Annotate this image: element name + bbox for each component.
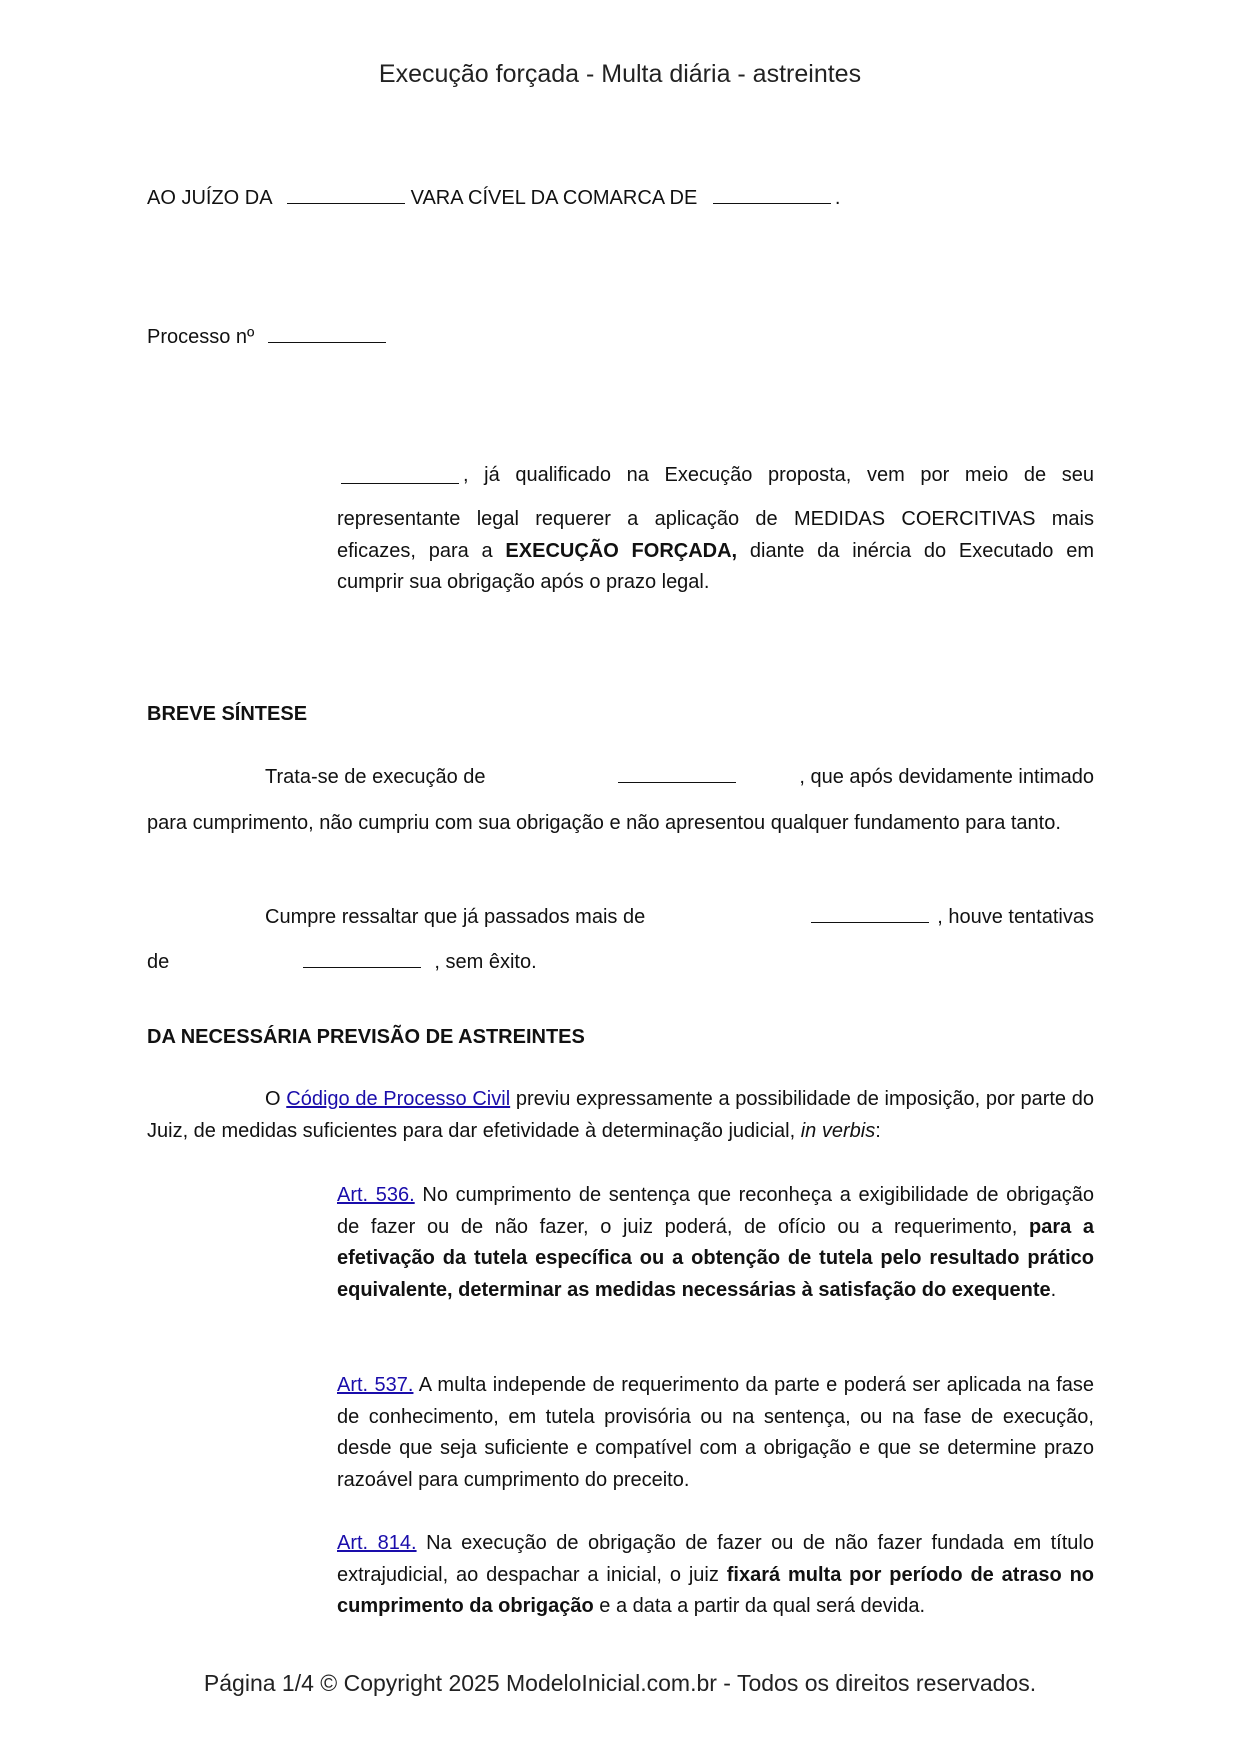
synthesis-p3-end: , sem êxito. <box>434 951 537 973</box>
synthesis-p3-line <box>147 950 537 974</box>
cpc-link[interactable]: Código de Processo Civil <box>286 1088 511 1110</box>
astreintes-colon: : <box>875 1119 881 1142</box>
process-label: Processo nº <box>147 326 255 348</box>
in-verbis-italic: in verbis <box>800 1119 876 1142</box>
article-537-link[interactable]: Art. 537. <box>337 1374 414 1396</box>
section-heading-synthesis: BREVE SÍNTESE <box>147 703 308 725</box>
synthesis-p2-start: Cumpre ressaltar que já passados mais de <box>265 906 646 928</box>
synthesis-p3-start: de <box>147 951 170 973</box>
article-536-text: No cumprimento de sentença que reconheça a exigibilidade de obrigação de fazer ou de não fazer, o juiz poderá, de ofício ou a requerimento, <box>337 1184 1094 1238</box>
intro-line-1 <box>337 463 1094 487</box>
intro-line3-start: eficazes, para a <box>337 539 493 562</box>
intro-line3-end: diante da inércia do Executado em <box>749 539 1094 562</box>
court-address-line <box>147 186 840 210</box>
time-elapsed-blank <box>811 906 929 923</box>
page-footer: Página 1/4 © Copyright 2025 ModeloInicial.com.br - Todos os direitos reservados. <box>203 1670 1037 1696</box>
address-prefix: AO JUÍZO DA <box>147 187 272 209</box>
article-814-after: e a data a partir da qual será devida. <box>599 1595 926 1617</box>
astreintes-text: previu expressamente a possibilidade de imposição, por parte do Juiz, de medidas suficientes para dar efetividade à determinação judicial, <box>147 1088 1094 1142</box>
astreintes-o: O <box>265 1088 281 1110</box>
article-814-link[interactable]: Art. 814. <box>337 1532 417 1554</box>
synthesis-p2-line <box>265 905 1094 929</box>
article-536-link[interactable]: Art. 536. <box>337 1184 415 1206</box>
process-number-blank <box>268 326 386 343</box>
party-name-blank <box>341 467 459 484</box>
address-middle: VARA CÍVEL DA COMARCA DE <box>410 187 698 209</box>
intro-line-4: cumprir sua obrigação após o prazo legal. <box>337 571 710 593</box>
attempts-blank <box>303 951 421 968</box>
synthesis-p1-end: , que após devidamente intimado <box>799 766 1094 788</box>
document-header-title: Execução forçada - Multa diária - astreintes <box>378 60 862 88</box>
comarca-blank <box>713 187 831 204</box>
synthesis-p1-rest: para cumprimento, não cumpriu com sua obrigação e não apresentou qualquer fundamento para tanto. <box>147 812 1061 834</box>
synthesis-p1-line1 <box>265 765 1094 789</box>
intro-paragraph <box>337 463 1094 599</box>
section-heading-astreintes: DA NECESSÁRIA PREVISÃO DE ASTREINTES <box>147 1026 585 1048</box>
astreintes-paragraph <box>147 1084 1094 1147</box>
intro-line-3 <box>337 536 1094 568</box>
process-number-line <box>147 325 386 349</box>
article-536-after: . <box>1050 1278 1057 1301</box>
synthesis-p2-end: , houve tentativas <box>937 906 1094 928</box>
court-number-blank <box>287 187 405 204</box>
execution-object-blank <box>618 766 736 783</box>
synthesis-p1-start: Trata-se de execução de <box>265 766 486 788</box>
quote-article-537 <box>337 1370 1094 1496</box>
article-814-bold: fixará multa por período de atraso no cumprimento da obrigação <box>337 1563 1095 1617</box>
article-537-text: A multa independe de requerimento da parte e poderá ser aplicada na fase de conhecimento, em tutela provisória ou na sentença, ou na fase de execução, desde que seja suficiente e compatível com a obrigação e que se determine prazo razoável para cumprimento do preceito. <box>337 1374 1094 1491</box>
forced-execution-bold: EXECUÇÃO FORÇADA, <box>505 539 738 562</box>
address-end: . <box>834 187 841 209</box>
quote-article-536 <box>337 1180 1094 1306</box>
intro-line1-text: , já qualificado na Execução proposta, vem por meio de seu <box>463 464 1094 486</box>
article-536-bold: para a efetivação da tutela específica ou a obtenção de tutela pelo resultado prático equivalente, determinar as medidas necessárias à satisfação do exequente <box>337 1215 1094 1301</box>
article-814-text: Na execução de obrigação de fazer ou de não fazer fundada em título extrajudicial, ao despachar a inicial, o juiz <box>337 1532 1094 1586</box>
quote-article-814 <box>337 1528 1094 1623</box>
intro-line-2: representante legal requerer a aplicação de MEDIDAS COERCITIVAS mais <box>337 508 1094 530</box>
